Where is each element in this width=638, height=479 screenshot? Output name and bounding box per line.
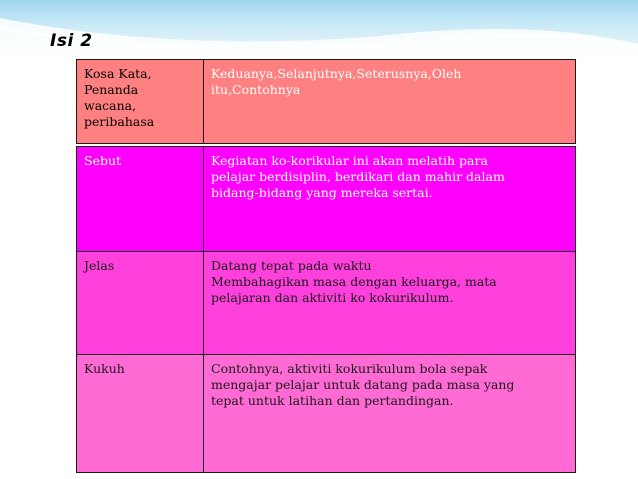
vocabulary-table (76, 59, 576, 144)
row-label-cell: Sebut (77, 147, 204, 252)
content-table (76, 146, 576, 473)
content-line: Kegiatan ko-korikular ini akan melatih para (211, 153, 488, 168)
label-line: wacana, (84, 98, 137, 113)
label-line: Kosa Kata, (84, 66, 152, 81)
slide-title: Isi 2 (50, 31, 93, 51)
content-line: tepat untuk latihan dan pertandingan. (211, 393, 454, 408)
vocabulary-label-cell (77, 60, 204, 144)
table-row-jelas (77, 252, 576, 355)
table-row (77, 60, 576, 144)
content-line: bidang-bidang yang mereka sertai. (211, 185, 433, 200)
content-line: Datang tepat pada waktu (211, 258, 372, 273)
content-line: Contohnya, aktiviti kokurikulum bola sepak (211, 361, 488, 376)
content-line: pelajaran dan aktiviti ko kokurikulum. (211, 290, 454, 305)
content-line: pelajar berdisiplin, berdikari dan mahir dalam (211, 169, 505, 184)
row-content-cell (204, 252, 576, 355)
row-content-cell (204, 147, 576, 252)
content-line: Membahagikan masa dengan keluarga, mata (211, 274, 497, 289)
value-line: itu,Contohnya (211, 82, 301, 97)
label-line: Penanda (84, 82, 139, 97)
table-row-kukuh (77, 355, 576, 473)
vocabulary-value-cell (204, 60, 576, 144)
label-line: peribahasa (84, 114, 155, 129)
row-content-cell (204, 355, 576, 473)
row-label-cell: Kukuh (77, 355, 204, 473)
value-line: Keduanya,Selanjutnya,Seterusnya,Oleh (211, 66, 462, 81)
row-label-cell: Jelas (77, 252, 204, 355)
content-line: mengajar pelajar untuk datang pada masa yang (211, 377, 515, 392)
table-row-sebut (77, 147, 576, 252)
